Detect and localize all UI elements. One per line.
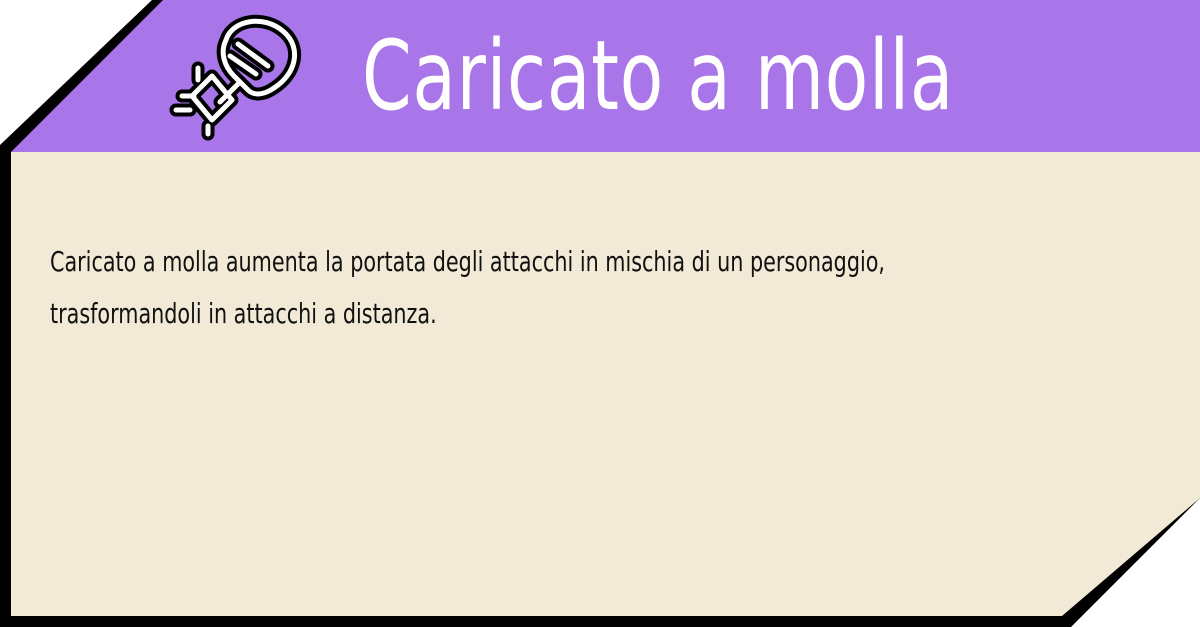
- card-title: Caricato a molla: [362, 20, 955, 132]
- card-description: Caricato a molla aumenta la portata degli attacchi in mischia di un personaggio, trasformandoli in attacchi a distanza.: [50, 245, 885, 330]
- spring-boxing-glove-icon: [168, 10, 304, 142]
